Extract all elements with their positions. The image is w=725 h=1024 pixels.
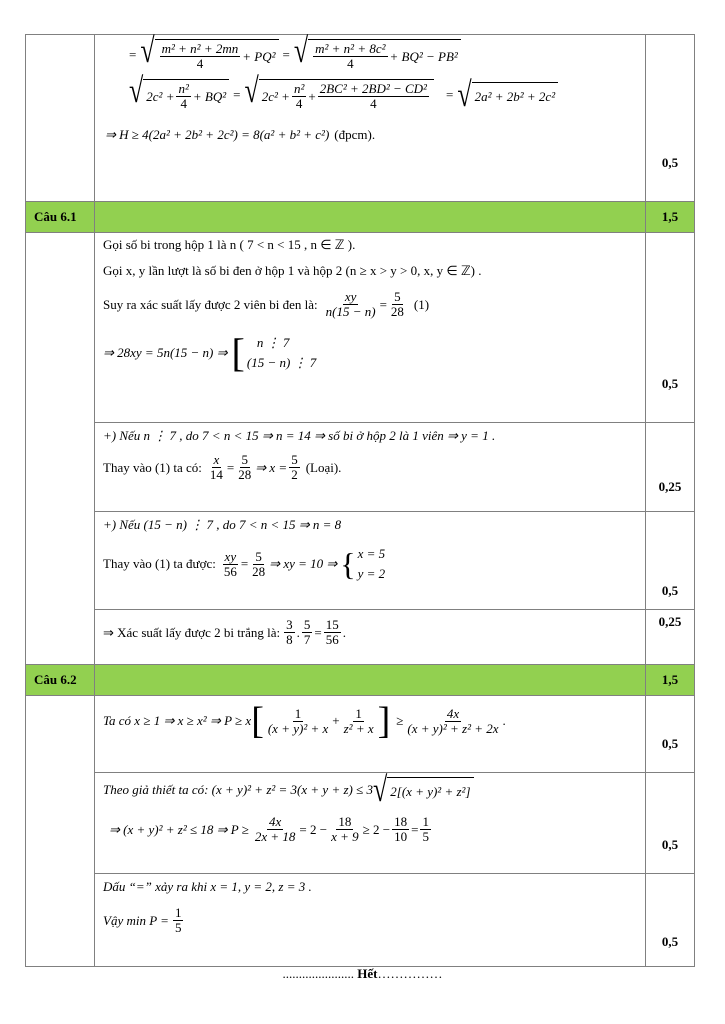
frac-den: (x + y)² + z² + 2x <box>407 720 499 736</box>
content-cell <box>95 769 646 874</box>
math-text: . <box>296 624 300 640</box>
row-6-1-a <box>26 233 695 423</box>
radical-1: √ $\frac{\text{m² + n² + 2mn}}{4}$ + PQ² <box>140 39 278 71</box>
frac-den: 28 <box>390 304 404 319</box>
equals-sign: = <box>129 47 137 62</box>
math-text: Vậy min P = <box>103 912 169 928</box>
footer <box>0 966 725 982</box>
case-line: (15 − n) ⋮ 7 <box>246 355 317 370</box>
frac-den: 10 <box>394 829 408 844</box>
row-6-1-d <box>26 610 695 665</box>
frac-num: 5 <box>303 617 311 632</box>
frac-den: (x + y)² + x <box>267 720 329 736</box>
math-text: ⇒ (x + y)² + z² ≤ 18 ⇒ P ≥ <box>109 821 249 837</box>
content-cell <box>95 696 646 773</box>
empty-cell <box>26 233 95 665</box>
row-6-2-c <box>26 874 695 967</box>
score-cell: 0,5 <box>646 773 695 874</box>
math-text: + BQ² − PB² <box>389 48 458 64</box>
math-text: + <box>308 88 316 104</box>
frac-den: 4 <box>347 56 354 71</box>
math-text: Ta có x ≥ 1 ⇒ x ≥ x² ⇒ P ≥ x <box>103 713 252 728</box>
text-line: Thay vào (1) ta có: <box>103 459 202 475</box>
frac-num: x <box>213 452 220 467</box>
band-spacer <box>95 665 646 696</box>
section-score: 1,5 <box>646 202 695 233</box>
frac-num: n² <box>178 81 189 96</box>
frac-den: 56 <box>223 563 237 579</box>
math-text: 2c² + <box>261 88 290 104</box>
content-cell <box>95 610 646 665</box>
row-6-2-b <box>26 773 695 874</box>
text-line: ⇒ Xác suất lấy được 2 bi trắng là: <box>103 624 281 640</box>
row-top <box>26 35 695 202</box>
math-text: + PQ² <box>242 48 276 64</box>
score-cell: 0,5 <box>646 874 695 967</box>
frac-den: 4 <box>370 96 377 111</box>
bracket-icon: [ <box>231 330 245 375</box>
frac-num: 5 <box>241 452 248 467</box>
equals-sign: = <box>233 87 241 102</box>
frac-num: 15 <box>325 617 339 632</box>
bracket-icon: ] <box>377 700 391 742</box>
math-text: 2c² + <box>146 88 175 104</box>
math-text: . <box>502 713 506 728</box>
math-text: + BQ² <box>192 88 227 104</box>
radical-4: √ 2c² + $\frac{\text{n²}}{4}$ + $\frac{\text{2BC² + 2BD² − CD²}}{4}$ <box>244 79 433 111</box>
case-line: y = 2 <box>357 566 386 581</box>
case-line: n ⋮ 7 <box>256 335 290 350</box>
section-label: Câu 6.2 <box>26 665 95 696</box>
frac-den: x + 9 <box>331 829 359 844</box>
equals-sign: = <box>282 47 290 62</box>
frac-den: 14 <box>209 467 223 482</box>
math-text: = 2 − <box>299 821 328 837</box>
content-cell <box>95 512 646 610</box>
frac-den: 2 <box>291 467 298 482</box>
math-text: . <box>342 624 346 640</box>
frac-den: z² + x <box>343 720 374 736</box>
frac-num: 4x <box>446 705 460 721</box>
frac-num: 1 <box>422 814 429 829</box>
brace-icon: { <box>340 546 356 582</box>
footer-dots: ...................... <box>282 966 355 981</box>
radical-6: √ 2[(x + y)² + z²] <box>373 777 474 803</box>
frac-num: 5 <box>291 452 298 467</box>
math-text: ≥ <box>396 713 404 728</box>
math-text: (1) <box>413 296 430 312</box>
radical-3: √ 2c² + $\frac{\text{n²}}{4}$ + BQ² <box>129 79 229 111</box>
frac-den: 28 <box>252 563 266 579</box>
text-line: Thay vào (1) ta được: <box>103 556 216 571</box>
case-line: x = 5 <box>357 546 386 561</box>
radical-2: √ $\frac{\text{m² + n² + 8c²}}{4}$ + BQ² − PB² <box>294 39 461 71</box>
math-text: 2[(x + y)² + z²] <box>390 783 471 799</box>
frac-num: 5 <box>255 548 262 564</box>
footer-dots: …………… <box>377 966 443 981</box>
frac-num: m² + n² + 8c² <box>315 41 386 56</box>
frac-num: 18 <box>394 814 408 829</box>
score-cell: 0,5 <box>646 35 695 202</box>
math-text: ≥ 2 − <box>362 821 391 837</box>
frac-den: 56 <box>325 632 339 647</box>
frac-num: 18 <box>338 814 352 829</box>
section-header-6-1 <box>26 202 695 233</box>
row-6-1-b <box>26 423 695 512</box>
content-cell <box>95 30 646 202</box>
math-text: ⇒ H ≥ 4(2a² + 2b² + 2c²) = 8(a² + b² + c²) <box>105 127 330 142</box>
math-text: ⇒ xy = 10 ⇒ <box>269 556 338 571</box>
frac-den: 4 <box>196 56 204 71</box>
content-cell <box>95 423 646 512</box>
math-text: = <box>411 821 419 837</box>
content-cell <box>95 233 646 423</box>
frac-num: n² <box>293 81 305 96</box>
bracket-icon: [ <box>251 700 264 742</box>
equals-sign: = <box>445 87 454 102</box>
text-line: Gọi số bi trong hộp 1 là n ( 7 < n < 15 , n ∈ ℤ ). <box>103 237 356 252</box>
score-cell: 0,5 <box>646 233 695 423</box>
frac-den: 7 <box>303 632 311 647</box>
frac-den: n(15 − n) <box>325 304 376 319</box>
math-text: 2a² + 2b² + 2c² <box>474 88 556 104</box>
frac-den: 28 <box>238 467 252 482</box>
frac-num: 2BC² + 2BD² − CD² <box>319 81 427 96</box>
row-6-2-a <box>26 696 695 773</box>
radical-5: √ 2a² + 2b² + 2c² <box>457 82 558 108</box>
section-score: 1,5 <box>646 665 695 696</box>
answer-table <box>25 30 695 967</box>
math-text: (Loại). <box>305 459 342 475</box>
text-line: +) Nếu n ⋮ 7 , do 7 < n < 15 ⇒ n = 14 ⇒ số bi ở hộp 2 là 1 viên ⇒ y = 1 . <box>103 428 496 443</box>
score-cell: 0,25 <box>646 610 695 665</box>
frac-den: 5 <box>422 829 429 844</box>
math-text: = <box>379 296 387 312</box>
text-line: Gọi x, y lần lượt là số bi đen ở hộp 1 và hộp 2 (n ≥ x > y > 0, x, y ∈ ℤ) . <box>103 263 482 278</box>
math-text: = <box>314 624 322 640</box>
frac-den: 2x + 18 <box>254 829 296 844</box>
score-cell: 0,5 <box>646 512 695 610</box>
section-header-6-2 <box>26 665 695 696</box>
frac-den: 8 <box>286 632 293 647</box>
footer-word: Hết <box>357 966 378 981</box>
text-line: +) Nếu (15 − n) ⋮ 7 , do 7 < n < 15 ⇒ n = 8 <box>103 517 342 532</box>
row-6-1-c <box>26 512 695 610</box>
frac-num: xy <box>224 548 237 564</box>
frac-num: 4x <box>268 814 282 829</box>
frac-num: m² + n² + 2mn <box>161 41 239 56</box>
frac-num: 1 <box>294 705 302 721</box>
frac-num: 5 <box>394 289 401 304</box>
text-line: Suy ra xác suất lấy được 2 viên bi đen là: <box>103 296 318 312</box>
math-text: = <box>226 459 235 475</box>
math-text: = <box>240 556 249 571</box>
content-cell <box>95 874 646 967</box>
frac-num: 1 <box>174 905 182 920</box>
frac-num: 3 <box>286 617 293 632</box>
score-cell: 0,5 <box>646 696 695 773</box>
math-text: (đpcm). <box>334 127 376 142</box>
math-text: Theo giả thiết ta có: (x + y)² + z² = 3(x + y + z) ≤ 3 <box>103 782 373 797</box>
empty-cell <box>26 696 95 967</box>
score-cell: 0,25 <box>646 423 695 512</box>
frac-den: 4 <box>180 96 187 111</box>
section-label: Câu 6.1 <box>26 202 95 233</box>
text-line: Dấu “=” xảy ra khi x = 1, y = 2, z = 3 . <box>103 879 312 894</box>
frac-den: 4 <box>295 96 303 111</box>
frac-num: 1 <box>355 705 362 721</box>
frac-num: xy <box>344 289 357 304</box>
math-text: ⇒ x = <box>255 459 288 475</box>
empty-cell <box>26 35 95 202</box>
frac-den: 5 <box>174 920 182 935</box>
math-text: ⇒ 28xy = 5n(15 − n) ⇒ <box>103 345 228 360</box>
band-spacer <box>95 202 646 233</box>
math-text: + <box>332 713 340 728</box>
